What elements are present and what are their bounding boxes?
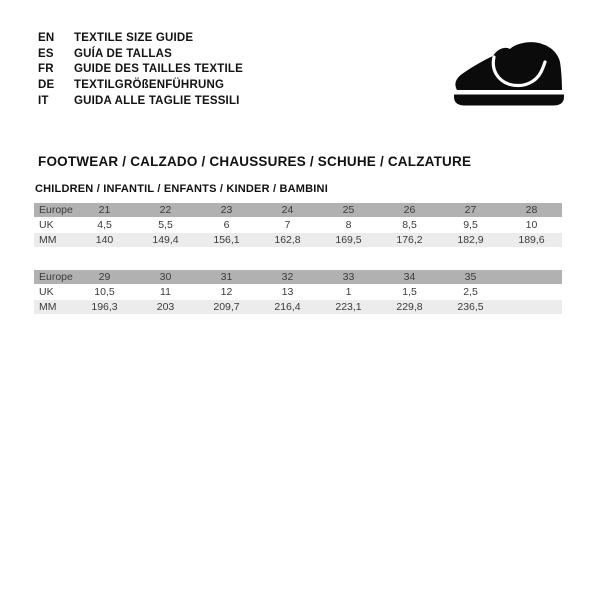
- size-cell: 149,4: [135, 233, 196, 247]
- size-cell: 8: [318, 218, 379, 232]
- size-cell: 140: [74, 233, 135, 247]
- guide-title-en: TEXTILE SIZE GUIDE: [74, 31, 194, 44]
- size-cell: 7: [257, 218, 318, 232]
- size-cell: 11: [135, 285, 196, 299]
- row-label: UK: [34, 218, 74, 232]
- table-row-uk: [34, 218, 562, 232]
- size-cell: 26: [379, 203, 440, 217]
- size-cell: 22: [135, 203, 196, 217]
- size-cell: 229,8: [379, 300, 440, 314]
- language-row-en: [38, 30, 243, 46]
- size-cell: [501, 300, 562, 314]
- row-label: Europe: [34, 270, 74, 284]
- size-cell: 31: [196, 270, 257, 284]
- size-cell: 23: [196, 203, 257, 217]
- size-cell: 10: [501, 218, 562, 232]
- language-code: FR: [38, 63, 54, 76]
- size-cell: 196,3: [74, 300, 135, 314]
- size-cell: 176,2: [379, 233, 440, 247]
- size-cell: 12: [196, 285, 257, 299]
- size-cell: 29: [74, 270, 135, 284]
- table-row-europe: [34, 270, 562, 284]
- language-row-fr: [38, 61, 243, 77]
- size-cell: 28: [501, 203, 562, 217]
- guide-title-fr: GUIDE DES TAILLES TEXTILE: [74, 63, 243, 76]
- size-cell: 21: [74, 203, 135, 217]
- size-cell: 25: [318, 203, 379, 217]
- subsection-title: CHILDREN / INFANTIL / ENFANTS / KINDER / BAMBINI: [35, 183, 328, 195]
- size-cell: 24: [257, 203, 318, 217]
- size-cell: 162,8: [257, 233, 318, 247]
- size-cell: 1: [318, 285, 379, 299]
- size-cell: 33: [318, 270, 379, 284]
- size-cell: 9,5: [440, 218, 501, 232]
- row-label: MM: [34, 300, 74, 314]
- guide-title-de: TEXTILGRÖßENFÜHRUNG: [74, 78, 225, 91]
- size-cell: 34: [379, 270, 440, 284]
- size-table-children-2: [34, 269, 562, 315]
- size-cell: 182,9: [440, 233, 501, 247]
- guide-title-it: GUIDA ALLE TAGLIE TESSILI: [74, 94, 240, 107]
- size-cell: 156,1: [196, 233, 257, 247]
- row-label: MM: [34, 233, 74, 247]
- table-row-europe: [34, 203, 562, 217]
- language-row-de: [38, 77, 243, 93]
- row-label: UK: [34, 285, 74, 299]
- size-cell: 203: [135, 300, 196, 314]
- size-cell: 223,1: [318, 300, 379, 314]
- size-cell: 4,5: [74, 218, 135, 232]
- table-row-mm: [34, 233, 562, 247]
- size-cell: 2,5: [440, 285, 501, 299]
- size-cell: 10,5: [74, 285, 135, 299]
- table-row-mm: [34, 300, 562, 314]
- size-cell: 5,5: [135, 218, 196, 232]
- language-code: ES: [38, 47, 54, 60]
- guide-title-es: GUÍA DE TALLAS: [74, 47, 172, 60]
- size-cell: 189,6: [501, 233, 562, 247]
- language-code: DE: [38, 78, 55, 91]
- table-row-uk: [34, 285, 562, 299]
- shoe-icon: [452, 40, 566, 106]
- language-code: EN: [38, 31, 55, 44]
- language-row-es: [38, 46, 243, 62]
- size-cell: 27: [440, 203, 501, 217]
- size-cell: [501, 270, 562, 284]
- size-cell: 6: [196, 218, 257, 232]
- size-cell: 30: [135, 270, 196, 284]
- size-cell: 1,5: [379, 285, 440, 299]
- language-title-list: [38, 30, 243, 108]
- section-title: FOOTWEAR / CALZADO / CHAUSSURES / SCHUHE / CALZATURE: [38, 154, 472, 169]
- size-cell: 209,7: [196, 300, 257, 314]
- size-cell: 236,5: [440, 300, 501, 314]
- row-label: Europe: [34, 203, 74, 217]
- size-cell: 32: [257, 270, 318, 284]
- language-code: IT: [38, 94, 49, 107]
- size-cell: 216,4: [257, 300, 318, 314]
- size-table-children-1: [34, 202, 562, 248]
- size-cell: 169,5: [318, 233, 379, 247]
- size-cell: 35: [440, 270, 501, 284]
- size-cell: [501, 285, 562, 299]
- language-row-it: [38, 93, 243, 109]
- size-cell: 13: [257, 285, 318, 299]
- size-cell: 8,5: [379, 218, 440, 232]
